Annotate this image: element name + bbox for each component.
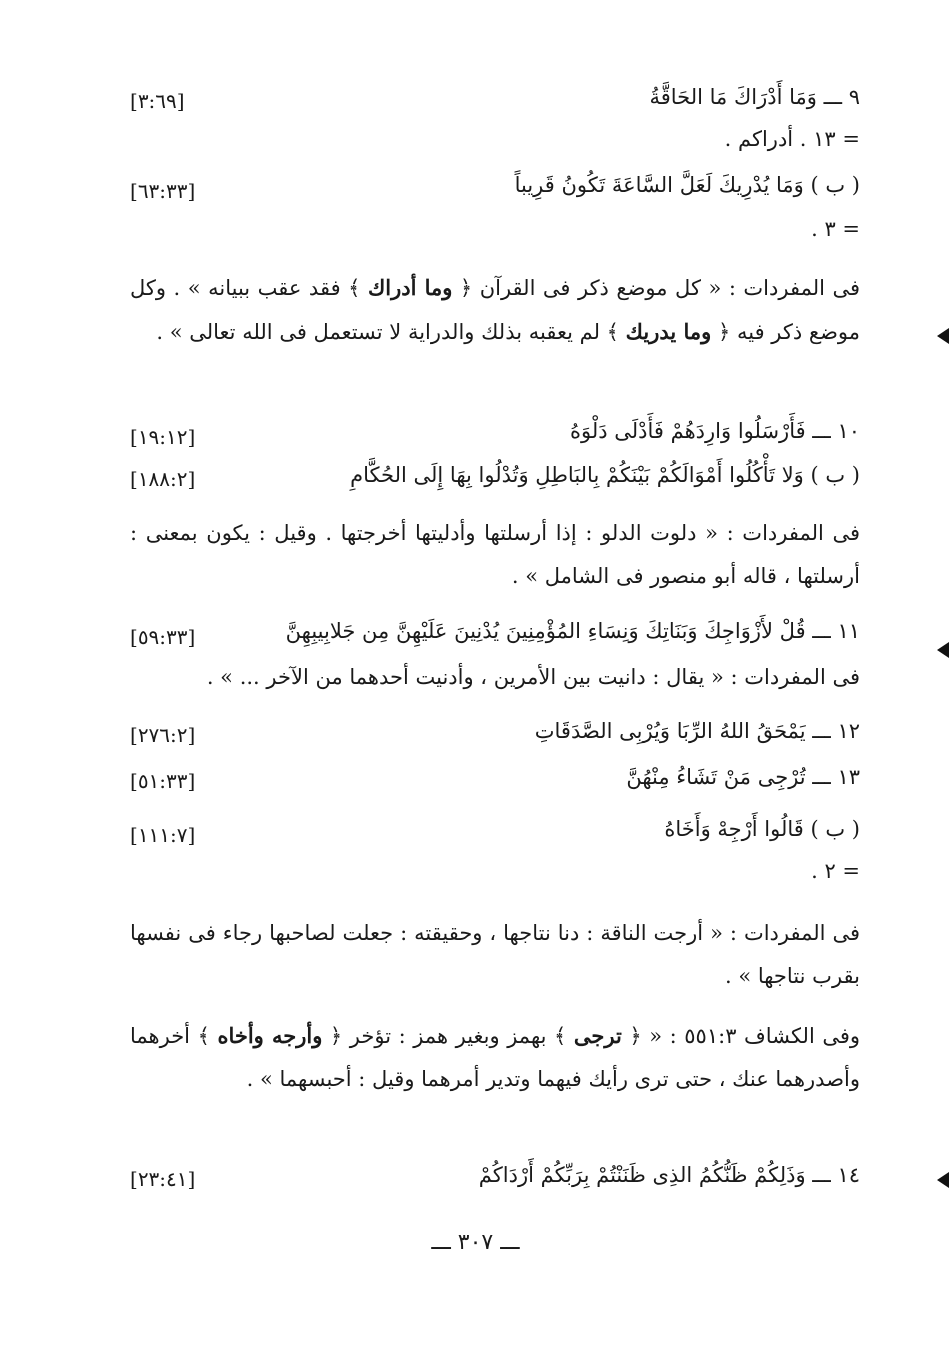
verse-9-reference: [٣:٦٩] (130, 89, 185, 113)
margin-arrow-icon (937, 328, 949, 344)
bold-term: وأرجه وأخاه (217, 1023, 323, 1048)
verse-14: ١٤ ـــ وَذَلِكُمْ ظَنُّكُمُ الذِى ظَنَنْتُمْ بِرَبِّكُمْ أَرْدَاكُمْ (478, 1163, 860, 1187)
bold-term: وما أدراك (367, 275, 453, 300)
verse-10-reference: [١٩:١٢] (130, 425, 196, 449)
paragraph-kashshaf (130, 1014, 860, 1101)
verse-9b-reference: [٦٣:٣٣] (130, 179, 196, 203)
text-segment: ﴾ فقد عقب ببيانه » . وكل موضع ذكر فيه ﴿ (130, 276, 860, 344)
margin-arrow-icon (937, 1172, 949, 1188)
verse-11-reference: [٥٩:٣٣] (130, 625, 196, 649)
verse-13: ١٣ ـــ تُرْجِى مَنْ تَشَاءُ مِنْهُنَّ (626, 765, 860, 789)
note-line: = ٢ . (811, 859, 860, 883)
note-line: = ١٣ . أدراكم . (724, 127, 860, 151)
text-segment: وفى الكشاف ٥٥١:٣ : « ﴿ (621, 1024, 861, 1048)
verse-9: ٩ ـــ وَمَا أَدْرَاكَ مَا الحَاقَّةُ (649, 85, 860, 109)
bold-term: ترجى (573, 1023, 622, 1048)
verse-13b: ( ب ) قَالُوا أَرْجِهْ وَأَخَاهُ (664, 817, 860, 841)
paragraph-mufradat-3: فى المفردات : « يقال : دانيت بين الأمرين ، وأدنيت أحدهما من الآخر ... » . (206, 665, 860, 689)
bold-term: وما يدريك (625, 319, 712, 344)
note-line: = ٣ . (811, 217, 860, 241)
verse-12-reference: [٢٧٦:٢] (130, 723, 196, 747)
text-segment: ﴾ أخرهما وأصدرهما عنك ، حتى ترى رأيك فيهما وتدير أمرهما وقيل : أحبسهما » . (130, 1024, 860, 1091)
verse-14-reference: [٢٣:٤١] (130, 1167, 196, 1191)
paragraph-mufradat-4: فى المفردات : « أرجت الناقة : دنا نتاجها ، وحقيقته : جعلت لصاحبها رجاء فى نفسها بقرب نتاجها » . (130, 921, 860, 988)
page-number: ـــ ٣٠٧ ـــ (431, 1230, 520, 1255)
verse-10b: ( ب ) وَلا تَأْكُلُوا أَمْوَالَكُمْ بَيْنَكُمْ بِالبَاطِلِ وَتُدْلُوا بِهَا إِلَى الحُكَّامِ (350, 463, 860, 487)
verse-12: ١٢ ـــ يَمْحَقُ اللهُ الرِّبَا وَيُرْبِى الصَّدَقَاتِ (534, 719, 860, 743)
verse-13-reference: [٥١:٣٣] (130, 769, 196, 793)
margin-arrow-icon (937, 642, 949, 658)
paragraph-mufradat-2: فى المفردات : « دلوت الدلو : إذا أرسلتها وأدليتها أخرجتها . وقيل : يكون بمعنى : أرسلتها ، قاله أبو منصور فى الشامل » . (130, 521, 860, 588)
verse-11: ١١ ـــ قُلْ لأَزْوَاجِكَ وَبَنَاتِكَ وَنِسَاءِ المُؤْمِنِينَ يُدْنِينَ عَلَيْهِنَّ مِن جَلابِيبِهِنَّ (285, 619, 860, 643)
paragraph-mufradat-1 (130, 266, 860, 354)
text-segment: ﴾ بهمز وبغير همز : تؤخر ﴿ (322, 1024, 574, 1048)
verse-13b-reference: [١١١:٧] (130, 823, 196, 847)
verse-10b-reference: [١٨٨:٢] (130, 467, 196, 491)
verse-9b: ( ب ) وَمَا يُدْرِيكَ لَعَلَّ السَّاعَةَ تَكُونُ قَرِيباً (514, 173, 860, 197)
verse-10: ١٠ ـــ فَأَرْسَلُوا وَارِدَهُمْ فَأَدْلَى دَلْوَهُ (569, 419, 860, 443)
text-segment: فى المفردات : « كل موضع ذكر فى القرآن ﴿ (452, 276, 861, 300)
text-segment: ﴾ لم يعقبه بذلك والدراية لا تستعمل فى الله تعالى » . (156, 320, 626, 344)
